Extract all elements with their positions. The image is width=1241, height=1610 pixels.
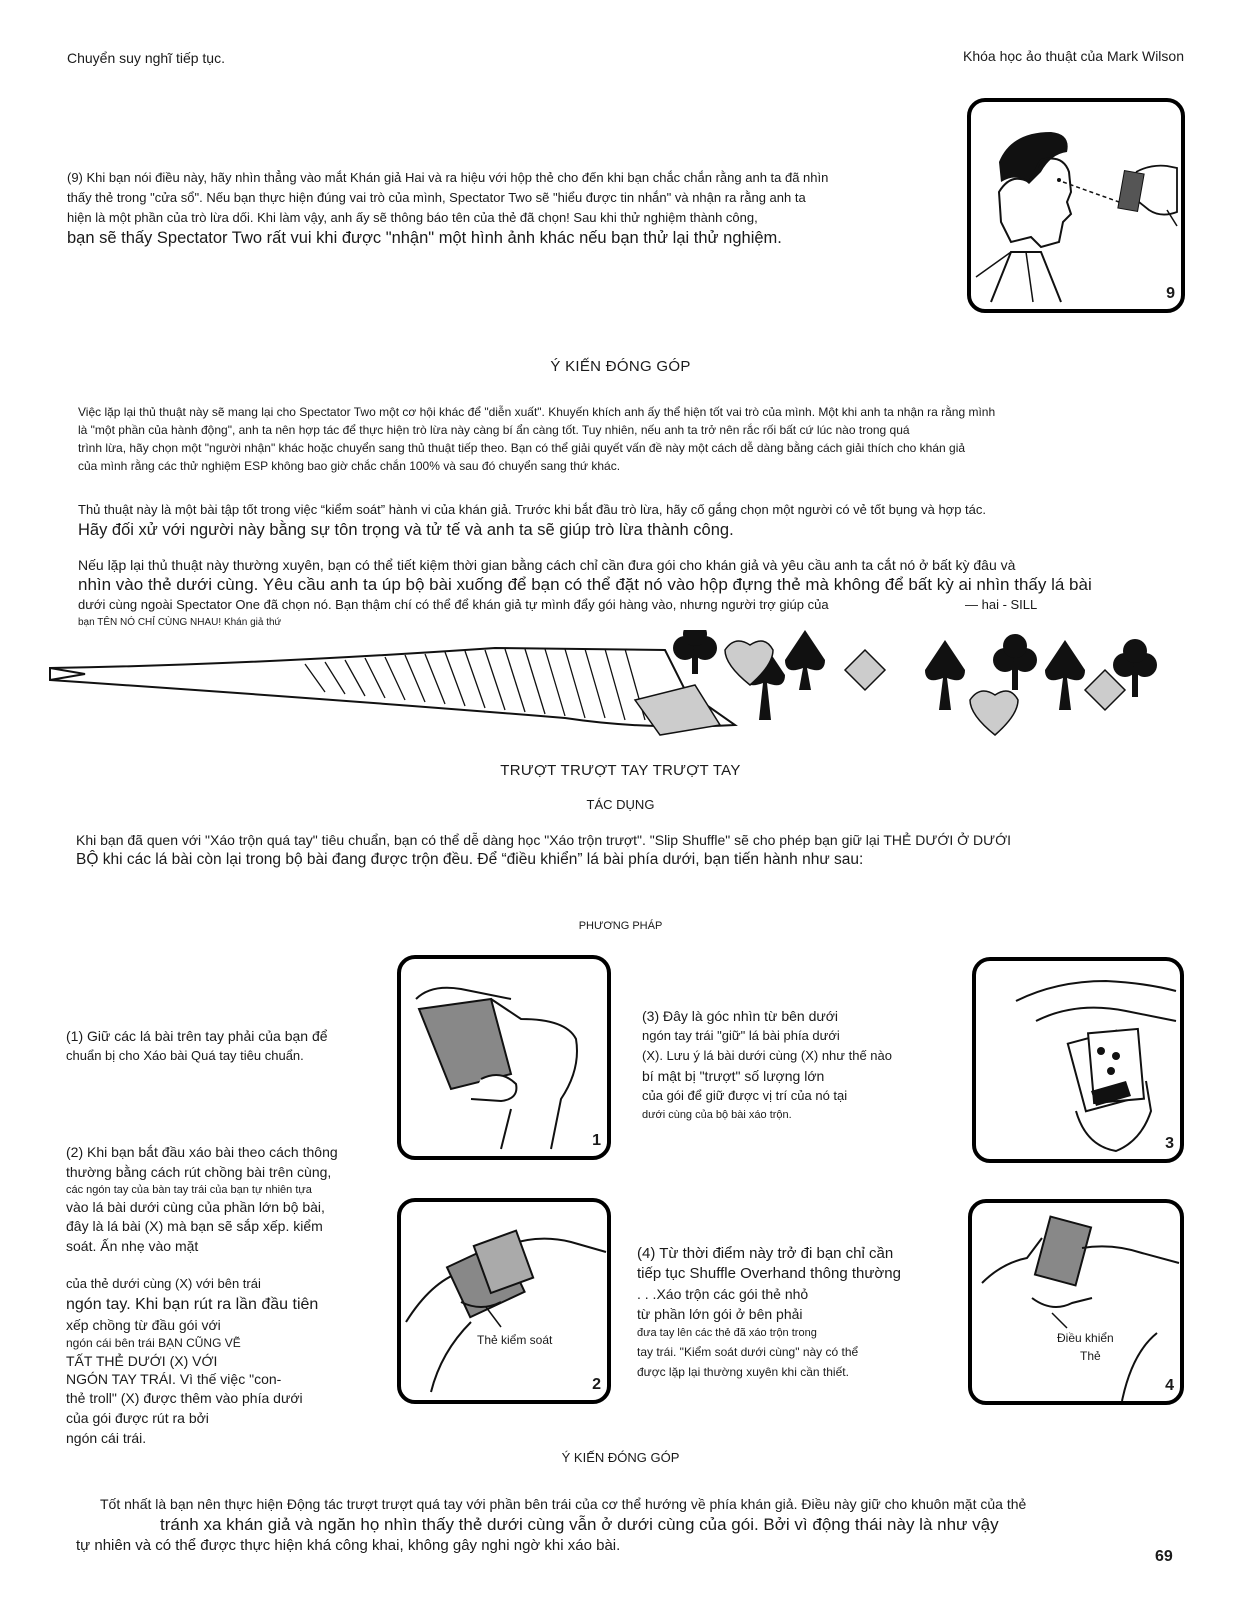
comments-line: của mình rằng các thử nghiệm ESP không bao giờ chắc chắn 100% và sau đó chuyển sang thứ khác.	[78, 459, 621, 473]
step9-line: (9) Khi bạn nói điều này, hãy nhìn thẳng vào mắt Khán giả Hai và ra hiệu với hộp thẻ cho đến khi bạn chắc chắn rằng anh ta đã nhìn	[67, 170, 829, 185]
step9-line: bạn sẽ thấy Spectator Two rất vui khi được "nhận" một hình ảnh khác nếu bạn thử lại thử nghiệm.	[67, 229, 782, 247]
step9-paragraph	[67, 168, 947, 248]
step2-text	[66, 1142, 406, 1448]
running-header-right: Khóa học ảo thuật của Mark Wilson	[962, 48, 1184, 64]
section-subtitle: TÁC DỤNG	[586, 797, 655, 812]
step3-line: (3) Đây là góc nhìn từ bên dưới	[642, 1008, 839, 1024]
step4-line: từ phần lớn gói ở bên phải	[637, 1306, 803, 1322]
intro-line: BỘ khi các lá bài còn lại trong bộ bài đang được trộn đều. Để “điều khiển” lá bài phía dưới, bạn tiến hành như sau:	[76, 851, 864, 868]
step1-line: chuẩn bị cho Xáo bài Quá tay tiêu chuẩn.	[66, 1048, 304, 1063]
step4-text	[637, 1244, 957, 1382]
step2-line: soát. Ấn nhẹ vào mặt	[66, 1238, 199, 1254]
step4-line: tay trái. "Kiểm soát dưới cùng" này có thể	[637, 1345, 859, 1359]
step3-line: (X). Lưu ý lá bài dưới cùng (X) như thế nào	[642, 1048, 892, 1063]
figure-number: 1	[592, 1132, 601, 1149]
figure-3-frame	[972, 957, 1184, 1163]
step3-text	[642, 1006, 942, 1124]
comments2-line: tránh xa khán giả và ngăn họ nhìn thấy thẻ dưới cùng vẫn ở dưới cùng của gói. Bởi vì động thái này là như vậy	[160, 1515, 999, 1534]
step3-line: của gói để giữ được vị trí của nó tại	[642, 1088, 848, 1103]
continued-shuffle-illustration	[972, 1203, 1180, 1401]
figure-4-frame	[968, 1199, 1184, 1405]
figure-number: 4	[1165, 1377, 1174, 1394]
comments-line: là "một phần của hành động", anh ta nên hợp tác để thực hiện trò lừa này càng bí ẩn càng tốt. Tuy nhiên, nếu anh ta trở nên rắc rối bất cứ lúc nào trong quá	[78, 423, 910, 437]
step9-line: thấy thẻ trong "cửa sổ". Nếu bạn thực hiện đúng vai trò của mình, Spectator Two sẽ "hiểu được tin nhắn" và nhận ra rằng anh ta	[67, 190, 806, 205]
step3-line: dưới cùng của bộ bài xáo trộn.	[642, 1109, 792, 1121]
step2-line: vào lá bài dưới cùng của phần lớn bộ bài,	[66, 1199, 325, 1215]
comments2-line: Tốt nhất là bạn nên thực hiện Động tác trượt trượt quá tay với phần bên trái của cơ thể hướng về phía khán giả. Điều này giữ cho khuôn mặt của thẻ	[100, 1496, 1027, 1512]
step2-line: xếp chồng từ đầu gói với	[66, 1317, 221, 1333]
figure-number: 3	[1165, 1135, 1174, 1152]
figure-number: 2	[592, 1376, 601, 1393]
underside-view-illustration	[976, 961, 1180, 1159]
comments-line-tail: — hai - SILL	[965, 597, 1038, 612]
comments-heading: Ý KIẾN ĐÓNG GÓP	[550, 358, 691, 375]
comments-paragraph-2	[78, 500, 1178, 540]
card-spread-illustration	[45, 630, 1195, 745]
section-title: TRƯỢT TRƯỢT TAY TRƯỢT TAY	[500, 762, 741, 779]
step1-text	[66, 1026, 386, 1066]
comments-line-fragment: bạn TÊN NÓ CHỈ CÙNG NHAU! Khán giả thứ	[78, 617, 282, 628]
comments-paragraph-1	[78, 403, 1178, 475]
comments2-line: tự nhiên và có thể được thực hiện khá công khai, không gây nghi ngờ khi xáo bài.	[76, 1537, 621, 1554]
step1-line: (1) Giữ các lá bài trên tay phải của bạn để	[66, 1028, 328, 1044]
method-heading: PHƯƠNG PHÁP	[578, 920, 663, 932]
step2-line: NGÓN TAY TRÁI. Vì thế việc "con-	[66, 1371, 282, 1387]
step2-line: thẻ troll" (X) được thêm vào phía dưới	[66, 1390, 303, 1406]
step2-line: (2) Khi bạn bắt đầu xáo bài theo cách thông	[66, 1144, 338, 1160]
step2-line: TẤT THẺ DƯỚI (X) VỚI	[66, 1353, 218, 1369]
step2-line: đây là lá bài (X) mà bạn sẽ sắp xếp. kiểm	[66, 1218, 323, 1234]
running-header-left: Chuyển suy nghĩ tiếp tục.	[67, 50, 225, 66]
step9-line: hiện là một phần của trò lừa dối. Khi làm vậy, anh ấy sẽ thông báo tên của thẻ đã chọn! Sau khi thử nghiệm thành công,	[67, 210, 758, 225]
comments-line: Hãy đối xử với người này bằng sự tôn trọng và tử tế và anh ta sẽ giúp trò lừa thành công.	[78, 521, 734, 539]
comments-line: trình lừa, hãy chọn một "người nhận" khác hoặc chuyển sang thủ thuật tiếp theo. Bạn có thể giải quyết vấn đề này một cách dễ dàng bằng cách giải thích cho khán giả	[78, 441, 966, 455]
step2-line: ngón cái trái.	[66, 1430, 147, 1446]
comments-line: Việc lặp lại thủ thuật này sẽ mang lại cho Spectator Two một cơ hội khác để "diễn xuất". Khuyến khích anh ấy thể hiện tốt vai trò của mình. Một khi anh ta nhận ra rằng mình	[78, 405, 996, 419]
step4-line: đưa tay lên các thẻ đã xáo trộn trong	[637, 1327, 817, 1339]
step3-line: ngón tay trái "giữ" lá bài phía dưới	[642, 1028, 840, 1043]
step2-line: của gói được rút ra bởi	[66, 1410, 209, 1426]
comments-heading-2: Ý KIẾN ĐÓNG GÓP	[561, 1450, 680, 1465]
intro-line: Khi bạn đã quen với "Xáo trộn quá tay" tiêu chuẩn, bạn có thể dễ dàng học "Xáo trộn trượt". "Slip Shuffle" sẽ cho phép bạn giữ lại THẺ DƯỚI Ở DƯỚI	[76, 832, 1011, 848]
step3-line: bí mật bị "trượt" số lượng lớn	[642, 1068, 825, 1084]
card-spread-banner	[45, 630, 1195, 745]
comments-line: Thủ thuật này là một bài tập tốt trong việc “kiểm soát” hành vi của khán giả. Trước khi bắt đầu trò lừa, hãy cố gắng chọn một người có vẻ tốt bụng và hợp tác.	[78, 502, 987, 517]
hand-holding-deck-illustration	[401, 959, 607, 1156]
figure-2-frame	[397, 1198, 611, 1404]
step4-line: được lặp lại thường xuyên khi cần thiết.	[637, 1365, 849, 1379]
section-intro	[76, 830, 1176, 870]
figure-number: 9	[1166, 285, 1175, 302]
page-number: 69	[1155, 1548, 1173, 1565]
step2-line: ngón tay. Khi bạn rút ra lần đầu tiên	[66, 1296, 319, 1313]
step2-line: ngón cái bên trái BẠN CŨNG VẼ	[66, 1336, 241, 1350]
figure-caption: Thẻ kiểm soát	[477, 1333, 553, 1347]
spectator-looking-at-card-box-illustration	[971, 102, 1181, 309]
step4-line: (4) Từ thời điểm này trở đi bạn chỉ cần	[637, 1245, 894, 1262]
step2-line: thường bằng cách rút chồng bài trên cùng,	[66, 1164, 332, 1180]
comments-paragraph-final	[76, 1494, 1200, 1556]
shuffle-start-illustration	[401, 1202, 607, 1400]
figure-caption: Thẻ	[1080, 1349, 1101, 1363]
figure-1-frame	[397, 955, 611, 1160]
step4-line: . . .Xáo trộn các gói thẻ nhỏ	[637, 1286, 809, 1302]
comments-line: Nếu lặp lại thủ thuật này thường xuyên, bạn có thể tiết kiệm thời gian bằng cách chỉ cần đưa gói cho khán giả và yêu cầu anh ta cắt nó ở bất kỳ đâu và	[78, 557, 1016, 573]
figure-caption: Điều khiển	[1057, 1331, 1114, 1345]
comments-line: dưới cùng ngoài Spectator One đã chọn nó. Bạn thậm chí có thể để khán giả tự mình đẩy gói hàng vào, nhưng người trợ giúp của	[78, 597, 829, 612]
step2-line: của thẻ dưới cùng (X) với bên trái	[66, 1276, 261, 1291]
comments-line: nhìn vào thẻ dưới cùng. Yêu cầu anh ta úp bộ bài xuống để bạn có thể đặt nó vào hộp đựng thẻ mà không để bất kỳ ai nhìn thấy lá bài	[78, 575, 1092, 594]
step4-line: tiếp tục Shuffle Overhand thông thường	[637, 1265, 901, 1282]
figure-9-frame	[967, 98, 1185, 313]
step2-line: các ngón tay của bàn tay trái của bạn tự nhiên tựa	[66, 1184, 312, 1196]
